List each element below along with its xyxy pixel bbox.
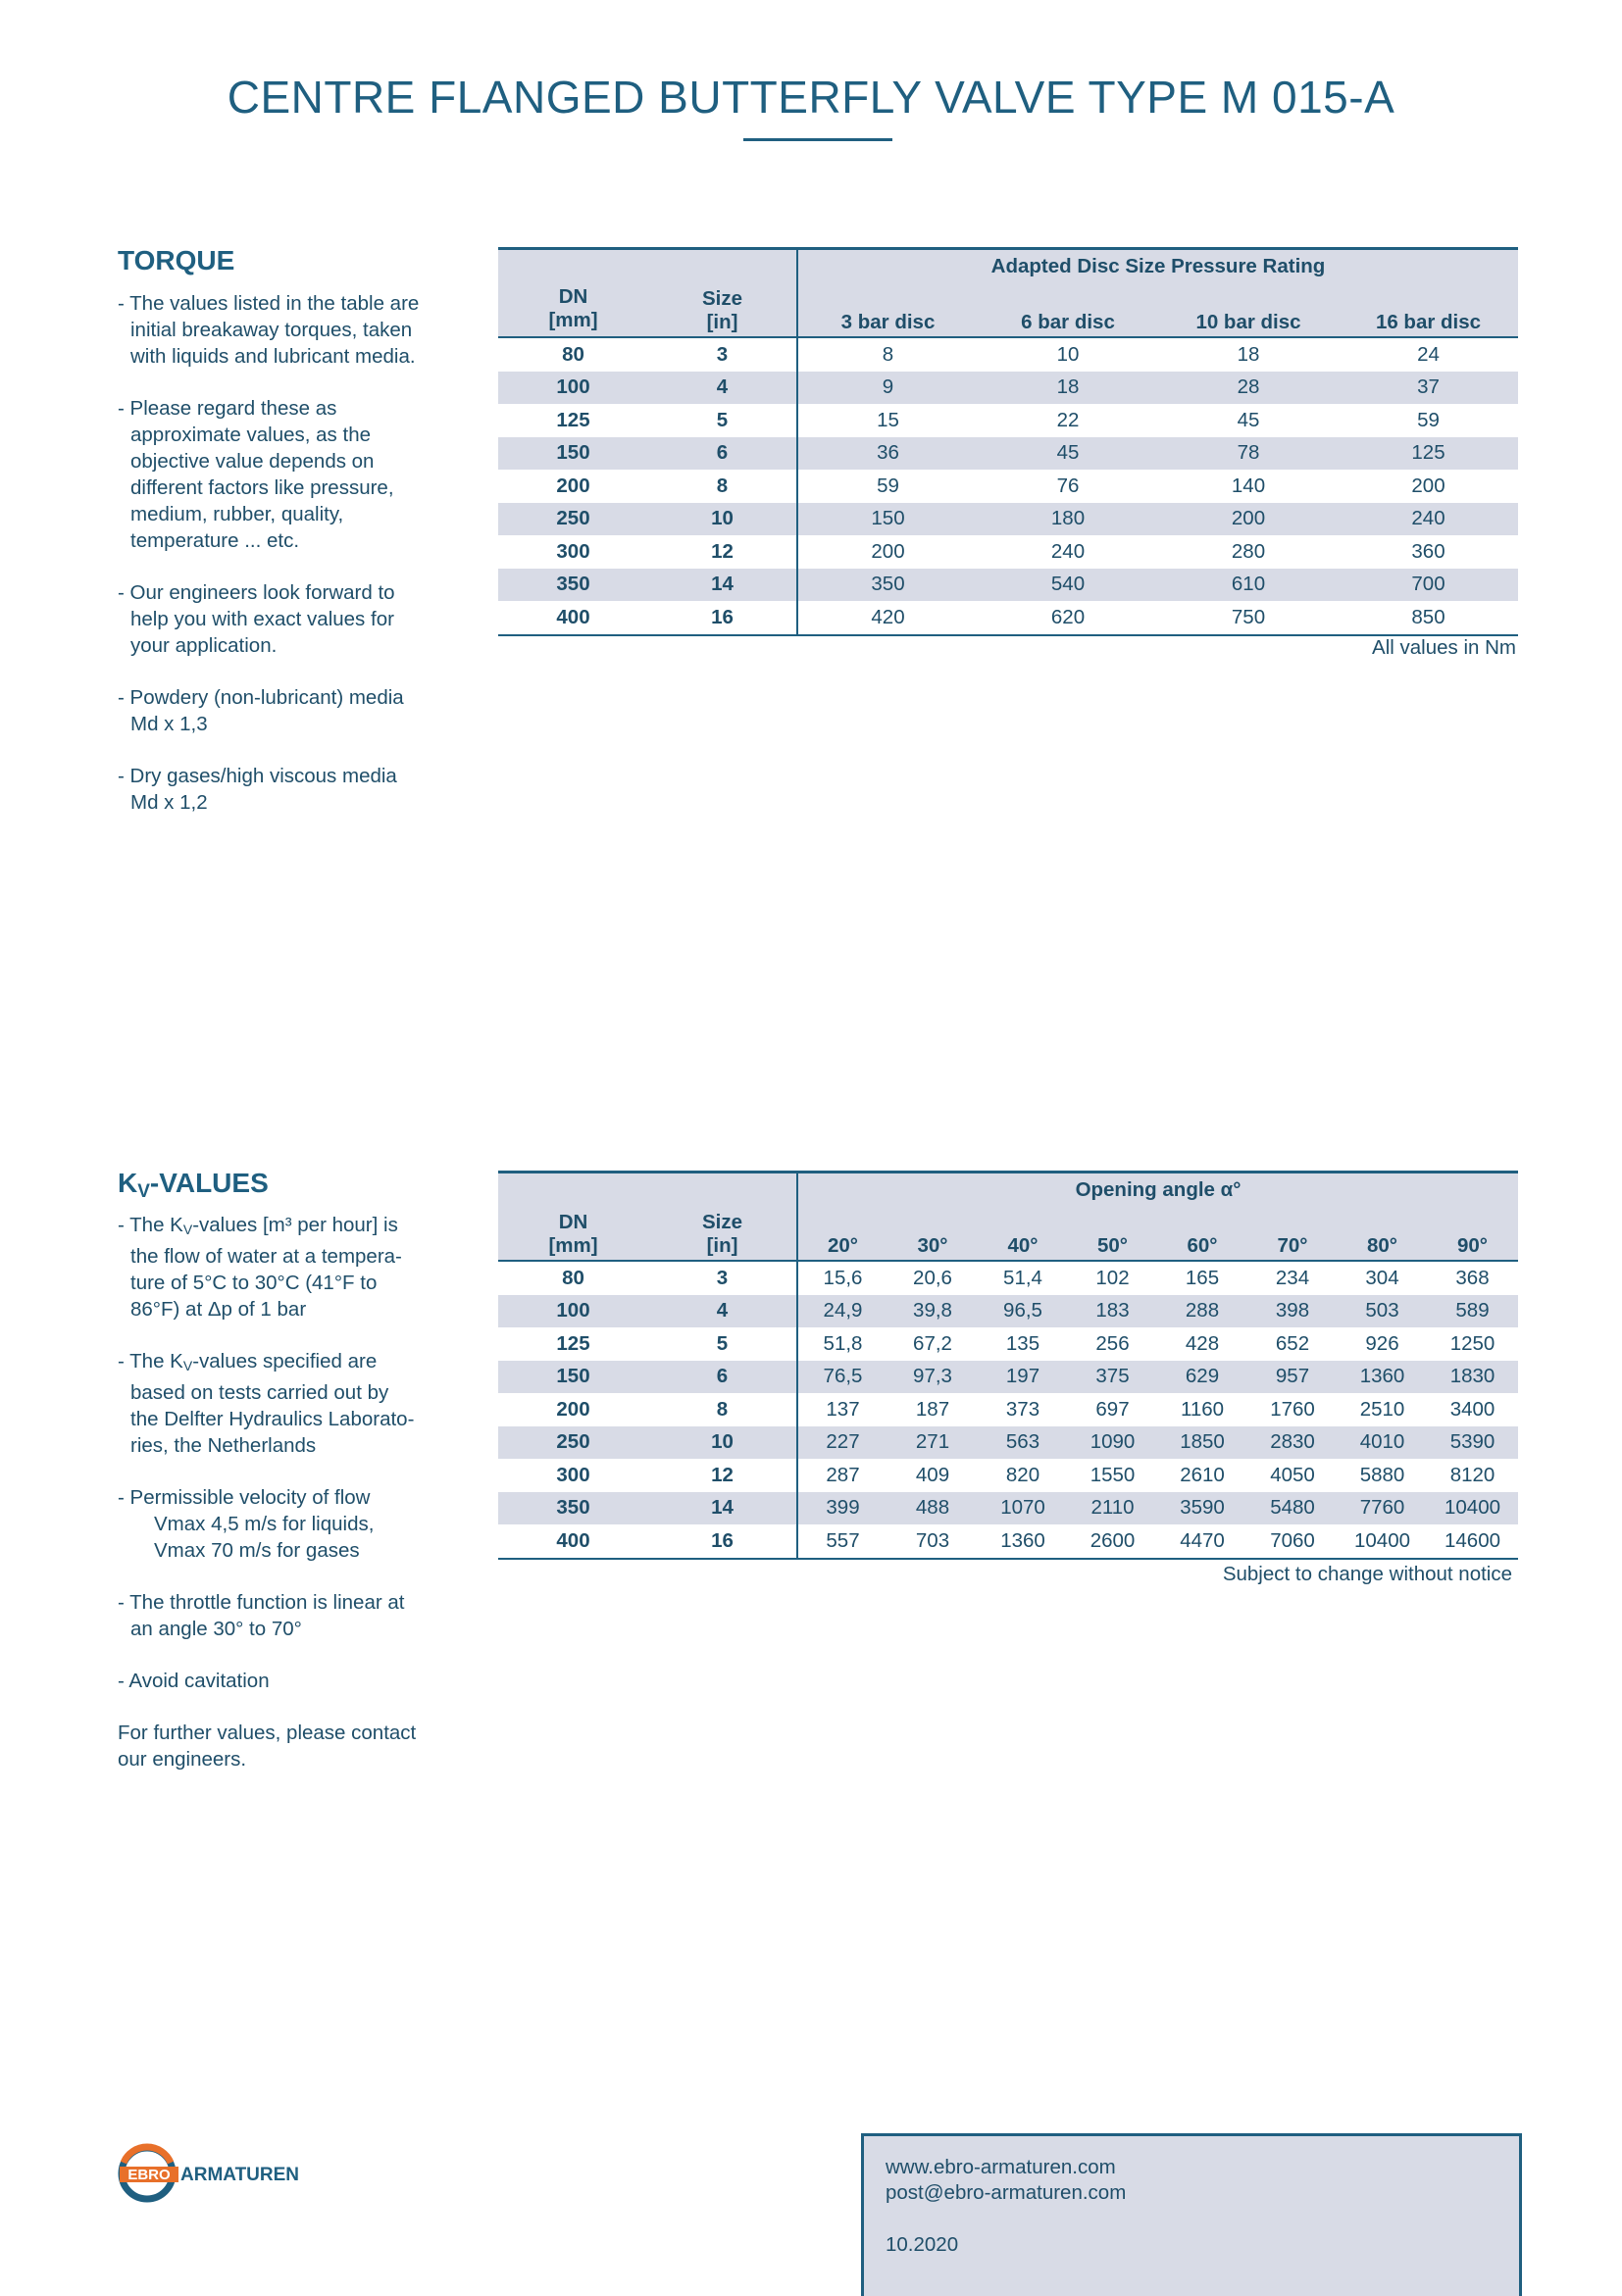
column-header: 60°: [1157, 1207, 1247, 1261]
value-cell: 165: [1185, 1266, 1220, 1289]
value-cell: 45: [1237, 408, 1260, 431]
value-cell: 5390: [1427, 1426, 1518, 1460]
value-cell: 5480: [1247, 1492, 1338, 1525]
value-cell: 540: [978, 569, 1158, 602]
value-cell: 271: [887, 1426, 978, 1460]
kv-note-line: Vmax 4,5 m/s for liquids,: [154, 1513, 375, 1535]
value-cell: 180: [978, 503, 1158, 536]
value-cell: 125: [1339, 437, 1518, 471]
dn-cell: 100: [498, 372, 648, 405]
table-row: [498, 1492, 1518, 1525]
kv-note-line: For further values, please contact: [118, 1722, 417, 1744]
dn-header: [498, 283, 648, 337]
kv-note-line: our engineers.: [118, 1748, 247, 1771]
size-header: [648, 283, 797, 337]
kv-note-line: - Avoid cavitation: [118, 1670, 270, 1692]
dn-cell: 300: [556, 1463, 590, 1486]
torque-note-line: - Our engineers look forward to: [118, 581, 395, 604]
change-notice: Subject to change without notice: [1222, 1563, 1512, 1585]
value-cell: 373: [1005, 1397, 1040, 1421]
ebro-logo: [118, 2141, 329, 2206]
dn-cell: 125: [556, 1331, 590, 1355]
kv-note-line: the Delfter Hydraulics Laborato-: [130, 1408, 415, 1430]
value-cell: 700: [1339, 569, 1518, 602]
size-cell: 10: [648, 1426, 797, 1460]
torque-note-line: - Powdery (non-lubricant) media: [118, 686, 404, 709]
value-cell: 187: [915, 1397, 950, 1421]
email-link[interactable]: post@ebro-armaturen.com: [886, 2181, 1127, 2204]
table-row: [498, 437, 1518, 471]
torque-note-line: medium, rubber, quality,: [130, 503, 344, 525]
table-row: [498, 1361, 1518, 1394]
value-cell: 610: [1158, 569, 1339, 602]
torque-note-line: with liquids and lubricant media.: [130, 345, 416, 368]
kv-heading: [118, 1168, 269, 1203]
value-cell: 3400: [1449, 1397, 1495, 1421]
table-row: [498, 337, 1518, 372]
value-cell: 45: [978, 437, 1158, 471]
value-cell: 420: [797, 601, 978, 635]
column-header: 20°: [797, 1207, 887, 1261]
value-cell: 20,6: [913, 1266, 952, 1289]
column-header: 3 bar disc: [797, 283, 978, 337]
kv-note-line: ture of 5°C to 30°C (41°F to: [130, 1272, 378, 1294]
torque-note-line: help you with exact values for: [130, 608, 394, 630]
value-cell: 240: [1050, 539, 1086, 563]
dn-cell: 125: [556, 408, 590, 431]
dn-header-label: DN: [558, 285, 588, 308]
value-cell: 2610: [1180, 1463, 1225, 1486]
value-cell: 820: [1005, 1463, 1040, 1486]
value-cell: 360: [1411, 539, 1445, 563]
size-header-top: [648, 1173, 797, 1208]
document-date: 10.2020: [886, 2233, 959, 2256]
value-cell: 76,5: [797, 1361, 887, 1394]
value-cell: 200: [871, 539, 905, 563]
size-header-unit: [in]: [706, 1234, 738, 1257]
value-cell: 28: [1158, 372, 1339, 405]
torque-heading: TORQUE: [118, 245, 235, 275]
dn-header-unit: [mm]: [548, 309, 598, 331]
torque-note-line: initial breakaway torques, taken: [130, 319, 413, 341]
dn-cell: 80: [562, 342, 584, 366]
column-header: 90°: [1427, 1207, 1518, 1261]
column-header: 70°: [1247, 1207, 1338, 1261]
torque-units-note: All values in Nm: [1372, 636, 1516, 659]
value-cell: 137: [826, 1397, 860, 1421]
dn-cell: 250: [498, 503, 648, 536]
value-cell: 51,4: [1003, 1266, 1042, 1289]
size-cell: 12: [648, 535, 797, 569]
table-row: [498, 1295, 1518, 1328]
kv-note-line: based on tests carried out by: [130, 1381, 389, 1404]
value-cell: 589: [1427, 1295, 1518, 1328]
dn-cell: 80: [562, 1266, 584, 1289]
size-header-top: [648, 249, 797, 284]
kv-note-line: [118, 1350, 377, 1373]
value-cell: 850: [1339, 601, 1518, 635]
kv-note-line: 86°F) at Δp of 1 bar: [130, 1298, 307, 1321]
size-cell: 5: [648, 1327, 797, 1361]
value-cell: 9: [797, 372, 978, 405]
torque-note-line: different factors like pressure,: [130, 476, 394, 499]
table-row: [498, 601, 1518, 635]
value-cell: 97,3: [887, 1361, 978, 1394]
column-header: 30°: [887, 1207, 978, 1261]
value-cell: 1250: [1449, 1331, 1495, 1355]
value-cell: 1360: [978, 1524, 1068, 1559]
size-cell: 6: [648, 437, 797, 471]
dn-cell: 400: [498, 1524, 648, 1559]
kv-note-text: -values [m³ per hour] is: [192, 1214, 398, 1236]
value-cell: 10400: [1338, 1524, 1427, 1559]
size-cell: 3: [648, 1261, 797, 1295]
value-cell: 10: [1056, 342, 1080, 366]
dn-cell: 400: [498, 601, 648, 635]
dn-cell: 150: [498, 437, 648, 471]
torque-note-line: - Please regard these as: [118, 397, 337, 420]
column-header: 10 bar disc: [1158, 283, 1339, 337]
value-cell: 629: [1157, 1361, 1247, 1394]
value-cell: 140: [1231, 474, 1266, 497]
kv-note-line: an angle 30° to 70°: [130, 1618, 302, 1640]
size-cell: 14: [648, 569, 797, 602]
value-cell: 1070: [978, 1492, 1068, 1525]
logo-text-armaturen: ARMATUREN: [180, 2165, 300, 2185]
value-cell: 2830: [1247, 1426, 1338, 1460]
value-cell: 37: [1339, 372, 1518, 405]
kv-note-line: ries, the Netherlands: [130, 1434, 317, 1457]
value-cell: 15,6: [823, 1266, 863, 1289]
torque-note-line: temperature ... etc.: [130, 529, 300, 552]
size-cell: 4: [648, 1295, 797, 1328]
value-cell: 78: [1158, 437, 1339, 471]
value-cell: 288: [1157, 1295, 1247, 1328]
torque-note-line: - Dry gases/high viscous media: [118, 765, 397, 787]
value-cell: 399: [797, 1492, 887, 1525]
value-cell: 1760: [1270, 1397, 1315, 1421]
value-cell: 22: [1056, 408, 1080, 431]
value-cell: 620: [978, 601, 1158, 635]
dn-header-unit: [mm]: [548, 1234, 598, 1257]
kv-table: [498, 1171, 1518, 1560]
table-row: [498, 1327, 1518, 1361]
value-cell: 7060: [1247, 1524, 1338, 1559]
torque-note-line: Md x 1,2: [130, 791, 208, 814]
value-cell: 428: [1185, 1331, 1220, 1355]
size-cell: 12: [648, 1459, 797, 1492]
logo-text-ebro: EBRO: [127, 2167, 171, 2183]
value-cell: 4470: [1157, 1524, 1247, 1559]
value-cell: 59: [877, 474, 899, 497]
kv-note-sub: V: [182, 1222, 193, 1237]
kv-heading-k: K: [118, 1168, 138, 1198]
value-cell: 652: [1275, 1331, 1310, 1355]
value-cell: 280: [1231, 539, 1266, 563]
value-cell: 135: [1005, 1331, 1040, 1355]
column-header: 40°: [978, 1207, 1068, 1261]
value-cell: 36: [797, 437, 978, 471]
kv-heading-sub: V: [137, 1181, 150, 1202]
size-cell: 6: [648, 1361, 797, 1394]
value-cell: 240: [1339, 503, 1518, 536]
value-cell: 1850: [1157, 1426, 1247, 1460]
kv-note-line: [118, 1214, 398, 1236]
torque-notes: [118, 290, 451, 841]
size-header-label: Size: [701, 287, 743, 310]
kv-note-text: -values specified are: [192, 1350, 378, 1373]
dn-cell: 100: [498, 1295, 648, 1328]
table-row: [498, 503, 1518, 536]
size-cell: 16: [648, 601, 797, 635]
logo-graphic: [118, 2141, 329, 2206]
value-cell: 256: [1095, 1331, 1130, 1355]
contact-box: [861, 2133, 1522, 2296]
value-cell: 957: [1247, 1361, 1338, 1394]
kv-heading-rest: -VALUES: [149, 1168, 269, 1198]
value-cell: 8: [882, 342, 894, 366]
value-cell: 304: [1365, 1266, 1399, 1289]
value-cell: 51,8: [823, 1331, 863, 1355]
value-cell: 287: [826, 1463, 860, 1486]
dn-header-label: DN: [558, 1211, 588, 1233]
dn-cell: 200: [556, 1397, 590, 1421]
value-cell: 7760: [1338, 1492, 1427, 1525]
dn-cell: 300: [556, 539, 590, 563]
dn-cell: 350: [498, 1492, 648, 1525]
kv-note-line: Vmax 70 m/s for gases: [154, 1539, 360, 1562]
value-cell: 24,9: [797, 1295, 887, 1328]
kv-note-line: the flow of water at a tempera-: [130, 1245, 402, 1268]
value-cell: 3590: [1157, 1492, 1247, 1525]
torque-note-line: approximate values, as the: [130, 424, 371, 446]
torque-note-line: - The values listed in the table are: [118, 292, 420, 315]
value-cell: 2510: [1359, 1397, 1405, 1421]
value-cell: 398: [1247, 1295, 1338, 1328]
page-title: CENTRE FLANGED BUTTERFLY VALVE TYPE M 015-A: [227, 72, 1395, 123]
size-cell: 3: [648, 337, 797, 372]
value-cell: 563: [978, 1426, 1068, 1460]
size-cell: 16: [648, 1524, 797, 1559]
size-header-label: Size: [701, 1211, 743, 1233]
value-cell: 750: [1158, 601, 1339, 635]
table-row: [498, 535, 1518, 569]
value-cell: 18: [1237, 342, 1260, 366]
table-row: [498, 1261, 1518, 1295]
value-cell: 200: [1158, 503, 1339, 536]
dn-header-top: [498, 1173, 648, 1208]
value-cell: 1090: [1068, 1426, 1157, 1460]
column-header: 50°: [1068, 1207, 1157, 1261]
table-row: [498, 1459, 1518, 1492]
value-cell: 8120: [1449, 1463, 1495, 1486]
title-underline: [743, 138, 892, 141]
value-cell: 1830: [1427, 1361, 1518, 1394]
value-cell: 18: [978, 372, 1158, 405]
value-cell: 24: [1417, 342, 1440, 366]
value-cell: 557: [797, 1524, 887, 1559]
value-cell: 409: [915, 1463, 950, 1486]
size-cell: 10: [648, 503, 797, 536]
size-cell: 14: [648, 1492, 797, 1525]
kv-notes: [118, 1212, 451, 1798]
value-cell: 227: [797, 1426, 887, 1460]
value-cell: 150: [797, 503, 978, 536]
column-header: 6 bar disc: [978, 283, 1158, 337]
table-row: [498, 569, 1518, 602]
torque-note-line: objective value depends on: [130, 450, 375, 473]
value-cell: 503: [1338, 1295, 1427, 1328]
dn-header-top: [498, 249, 648, 284]
value-cell: 2110: [1068, 1492, 1157, 1525]
value-cell: 488: [887, 1492, 978, 1525]
size-cell: 8: [648, 1393, 797, 1426]
size-cell: 4: [648, 372, 797, 405]
torque-note-line: Md x 1,3: [130, 713, 208, 735]
value-cell: 234: [1275, 1266, 1310, 1289]
value-cell: 4010: [1338, 1426, 1427, 1460]
kv-note-sub: V: [182, 1358, 193, 1373]
size-header-unit: [in]: [706, 311, 738, 333]
kv-note-line: - Permissible velocity of flow: [118, 1486, 371, 1509]
value-cell: 1360: [1338, 1361, 1427, 1394]
value-cell: 350: [797, 569, 978, 602]
value-cell: 67,2: [913, 1331, 952, 1355]
table-row: [498, 372, 1518, 405]
value-cell: 375: [1068, 1361, 1157, 1394]
kv-note-text: - The K: [118, 1214, 183, 1236]
value-cell: 200: [1411, 474, 1445, 497]
table-row: [498, 470, 1518, 503]
value-cell: 15: [877, 408, 899, 431]
value-cell: 197: [978, 1361, 1068, 1394]
value-cell: 1160: [1180, 1397, 1225, 1421]
torque-group-header: Adapted Disc Size Pressure Rating: [797, 249, 1518, 284]
value-cell: 2600: [1068, 1524, 1157, 1559]
dn-cell: 250: [498, 1426, 648, 1460]
website-link[interactable]: www.ebro-armaturen.com: [886, 2156, 1116, 2178]
value-cell: 39,8: [887, 1295, 978, 1328]
table-row: [498, 1393, 1518, 1426]
value-cell: 59: [1417, 408, 1440, 431]
column-header: 80°: [1338, 1207, 1427, 1261]
value-cell: 368: [1455, 1266, 1490, 1289]
size-cell: 5: [648, 404, 797, 437]
value-cell: 102: [1095, 1266, 1130, 1289]
torque-note-line: your application.: [130, 634, 278, 657]
dn-cell: 200: [556, 474, 590, 497]
table-row: [498, 404, 1518, 437]
column-header: 16 bar disc: [1339, 283, 1518, 337]
dn-header: [498, 1207, 648, 1261]
kv-note-line: - The throttle function is linear at: [118, 1591, 405, 1614]
dn-cell: 350: [498, 569, 648, 602]
value-cell: 5880: [1359, 1463, 1405, 1486]
kv-group-header: Opening angle α°: [797, 1173, 1518, 1208]
value-cell: 1550: [1090, 1463, 1136, 1486]
value-cell: 697: [1095, 1397, 1130, 1421]
table-row: [498, 1524, 1518, 1559]
torque-table: [498, 247, 1518, 636]
value-cell: 4050: [1270, 1463, 1315, 1486]
size-cell: 8: [648, 470, 797, 503]
value-cell: 10400: [1427, 1492, 1518, 1525]
value-cell: 703: [887, 1524, 978, 1559]
value-cell: 76: [1056, 474, 1080, 497]
size-header: [648, 1207, 797, 1261]
value-cell: 14600: [1427, 1524, 1518, 1559]
kv-note-text: - The K: [118, 1350, 183, 1373]
value-cell: 926: [1365, 1331, 1399, 1355]
dn-cell: 150: [498, 1361, 648, 1394]
value-cell: 183: [1068, 1295, 1157, 1328]
value-cell: 96,5: [978, 1295, 1068, 1328]
table-row: [498, 1426, 1518, 1460]
